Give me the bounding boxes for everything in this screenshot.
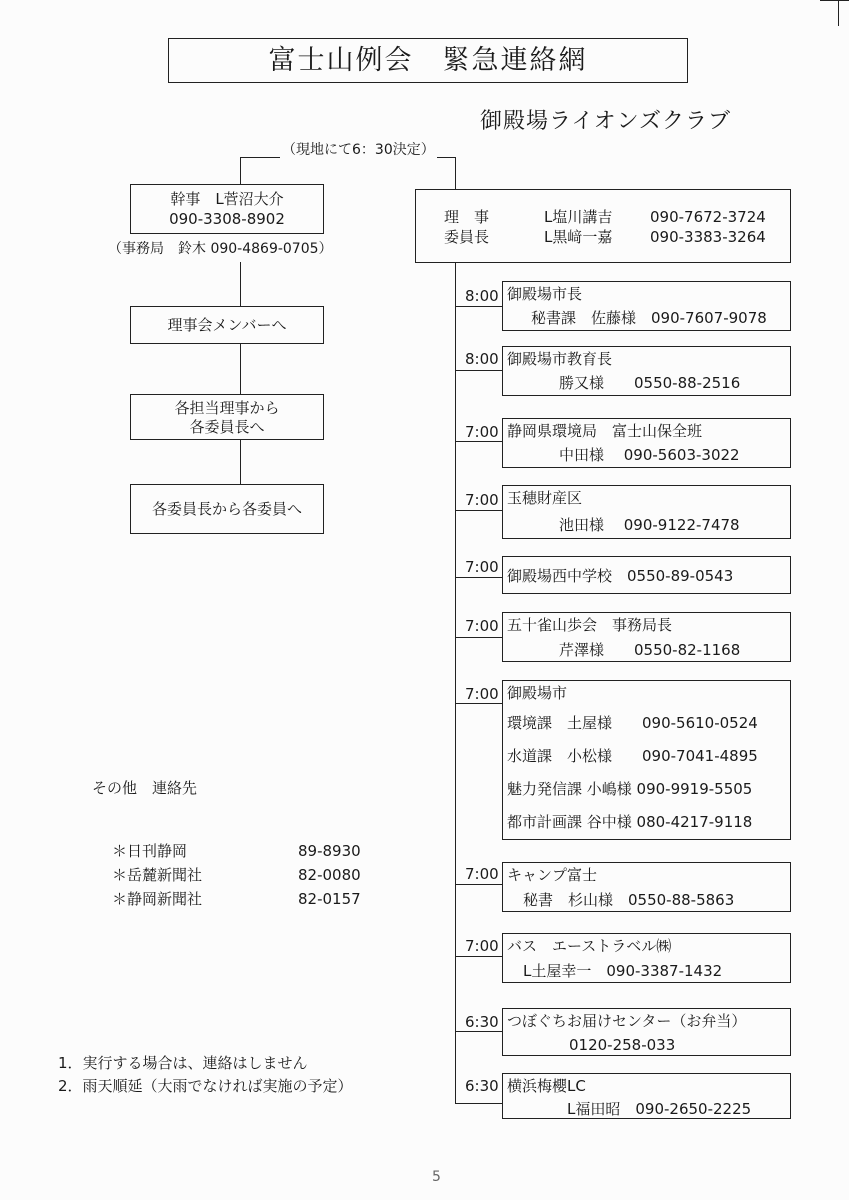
contact-box-city	[502, 680, 791, 840]
contact-org: 静岡県環境局 富士山保全班	[507, 422, 703, 440]
branch-line	[455, 884, 503, 885]
contact-box-prefecture	[502, 418, 791, 468]
director-box	[415, 189, 791, 263]
step2-line1: 各担当理事から	[174, 399, 280, 417]
corner-mark-right	[838, 0, 839, 26]
left-chain-3	[240, 440, 241, 484]
branch-line	[455, 306, 503, 307]
other-heading: その他 連絡先	[92, 779, 198, 797]
contact-person: 中田様 090-5603-3022	[559, 446, 740, 464]
contact-box-mayor	[502, 281, 791, 331]
contact-person: 芹澤様 0550-82-1168	[559, 641, 741, 659]
contact-person: 秘書課 佐藤様 090-7607-9078	[531, 309, 767, 327]
contact-org: つぼぐちお届けセンター（お弁当）	[507, 1012, 747, 1030]
step1-box	[130, 306, 324, 344]
city-contact-row: 都市計画課 谷中様 080-4217-9118	[507, 813, 753, 831]
time-label: 7:00	[465, 491, 499, 509]
step1-label: 理事会メンバーへ	[167, 316, 287, 334]
contact-org: キャンプ富士	[507, 866, 598, 884]
time-label: 7:00	[465, 558, 499, 576]
step2-line2: 各委員長へ	[189, 418, 265, 436]
note-2: 2．雨天順延（大雨でなければ実施の予定）	[58, 1077, 353, 1095]
time-label: 6:30	[465, 1013, 499, 1031]
contact-person: L福田昭 090-2650-2225	[567, 1100, 752, 1118]
branch-line	[455, 1103, 503, 1104]
branch-line	[455, 1031, 503, 1032]
club-name: 御殿場ライオンズクラブ	[480, 109, 732, 134]
other-item-name: ＊岳麓新聞社	[112, 866, 203, 884]
secretary-name: 幹事 L菅沼大介	[170, 190, 284, 208]
right-trunk	[455, 263, 456, 1104]
contact-box-bento	[502, 1008, 791, 1056]
city-contact-row: 環境課 土屋様 090-5610-0524	[507, 714, 758, 732]
branch-line	[455, 577, 503, 578]
contact-org: バス エーストラベル㈱	[507, 937, 672, 955]
other-item-tel: 89-8930	[298, 842, 361, 860]
branch-line	[455, 637, 503, 638]
time-label: 7:00	[465, 865, 499, 883]
contact-box-tamaho	[502, 485, 791, 539]
top-connector-right	[455, 157, 456, 189]
contact-org: 御殿場市教育長	[507, 350, 613, 368]
chair-name: L黒﨑一嘉	[544, 228, 613, 246]
contact-org: 玉穂財産区	[507, 489, 583, 507]
office-contact: （事務局 鈴木 090-4869-0705）	[108, 241, 333, 257]
city-contact-row: 魅力発信課 小嶋様 090-9919-5505	[507, 780, 753, 798]
time-label: 7:00	[465, 685, 499, 703]
decision-note: （現地にて6：30決定）	[282, 142, 435, 158]
director-role: 理 事	[444, 208, 490, 226]
contact-person: 秘書 杉山様 0550-88-5863	[523, 891, 735, 909]
branch-line	[455, 956, 503, 957]
branch-line	[455, 703, 503, 704]
contact-box-yokohama	[502, 1073, 791, 1119]
title-box	[168, 38, 688, 83]
contact-org: 御殿場市長	[507, 285, 583, 303]
left-chain-2	[240, 344, 241, 394]
chair-role: 委員長	[444, 228, 490, 246]
time-label: 7:00	[465, 937, 499, 955]
step3-box	[130, 484, 324, 534]
contact-box-camp	[502, 862, 791, 912]
contact-box-education	[502, 346, 791, 396]
branch-line	[455, 441, 503, 442]
step2-box	[130, 394, 324, 440]
contact-box-school	[502, 556, 791, 594]
branch-line	[455, 370, 503, 371]
other-item-tel: 82-0080	[298, 866, 361, 884]
contact-box-bus	[502, 933, 791, 983]
other-item-name: ＊日刊静岡	[112, 842, 188, 860]
time-label: 8:00	[465, 287, 499, 305]
top-connector-left	[240, 157, 241, 184]
director-tel: 090-7672-3724	[650, 208, 766, 226]
left-chain-1	[240, 262, 241, 306]
note-1: 1．実行する場合は、連絡はしません	[58, 1054, 308, 1072]
contact-org: 横浜梅櫻LC	[507, 1077, 586, 1095]
branch-line	[455, 510, 503, 511]
page-title: 富士山例会 緊急連絡網	[268, 45, 588, 76]
contact-person: L土屋幸一 090-3387-1432	[523, 962, 723, 980]
director-name: L塩川講吉	[544, 208, 613, 226]
step3-label: 各委員長から各委員へ	[151, 500, 302, 518]
contact-person: 勝又様 0550-88-2516	[559, 374, 741, 392]
time-label: 7:00	[465, 423, 499, 441]
secretary-box	[130, 184, 324, 234]
time-label: 6:30	[465, 1077, 499, 1095]
contact-person: 池田様 090-9122-7478	[559, 516, 740, 534]
secretary-tel: 090-3308-8902	[169, 210, 285, 228]
corner-mark-top	[820, 0, 849, 1]
other-item-name: ＊静岡新聞社	[112, 890, 203, 908]
contact-person: 0120-258-033	[569, 1036, 676, 1054]
contact-org: 御殿場市	[507, 684, 568, 702]
page-number: 5	[432, 1169, 441, 1185]
contact-org: 五十雀山歩会 事務局長	[507, 616, 673, 634]
time-label: 8:00	[465, 350, 499, 368]
city-contact-row: 水道課 小松様 090-7041-4895	[507, 747, 758, 765]
chair-tel: 090-3383-3264	[650, 228, 766, 246]
other-item-tel: 82-0157	[298, 890, 361, 908]
time-label: 7:00	[465, 617, 499, 635]
contact-org: 御殿場西中学校 0550-89-0543	[507, 567, 734, 585]
contact-box-hiking	[502, 612, 791, 662]
